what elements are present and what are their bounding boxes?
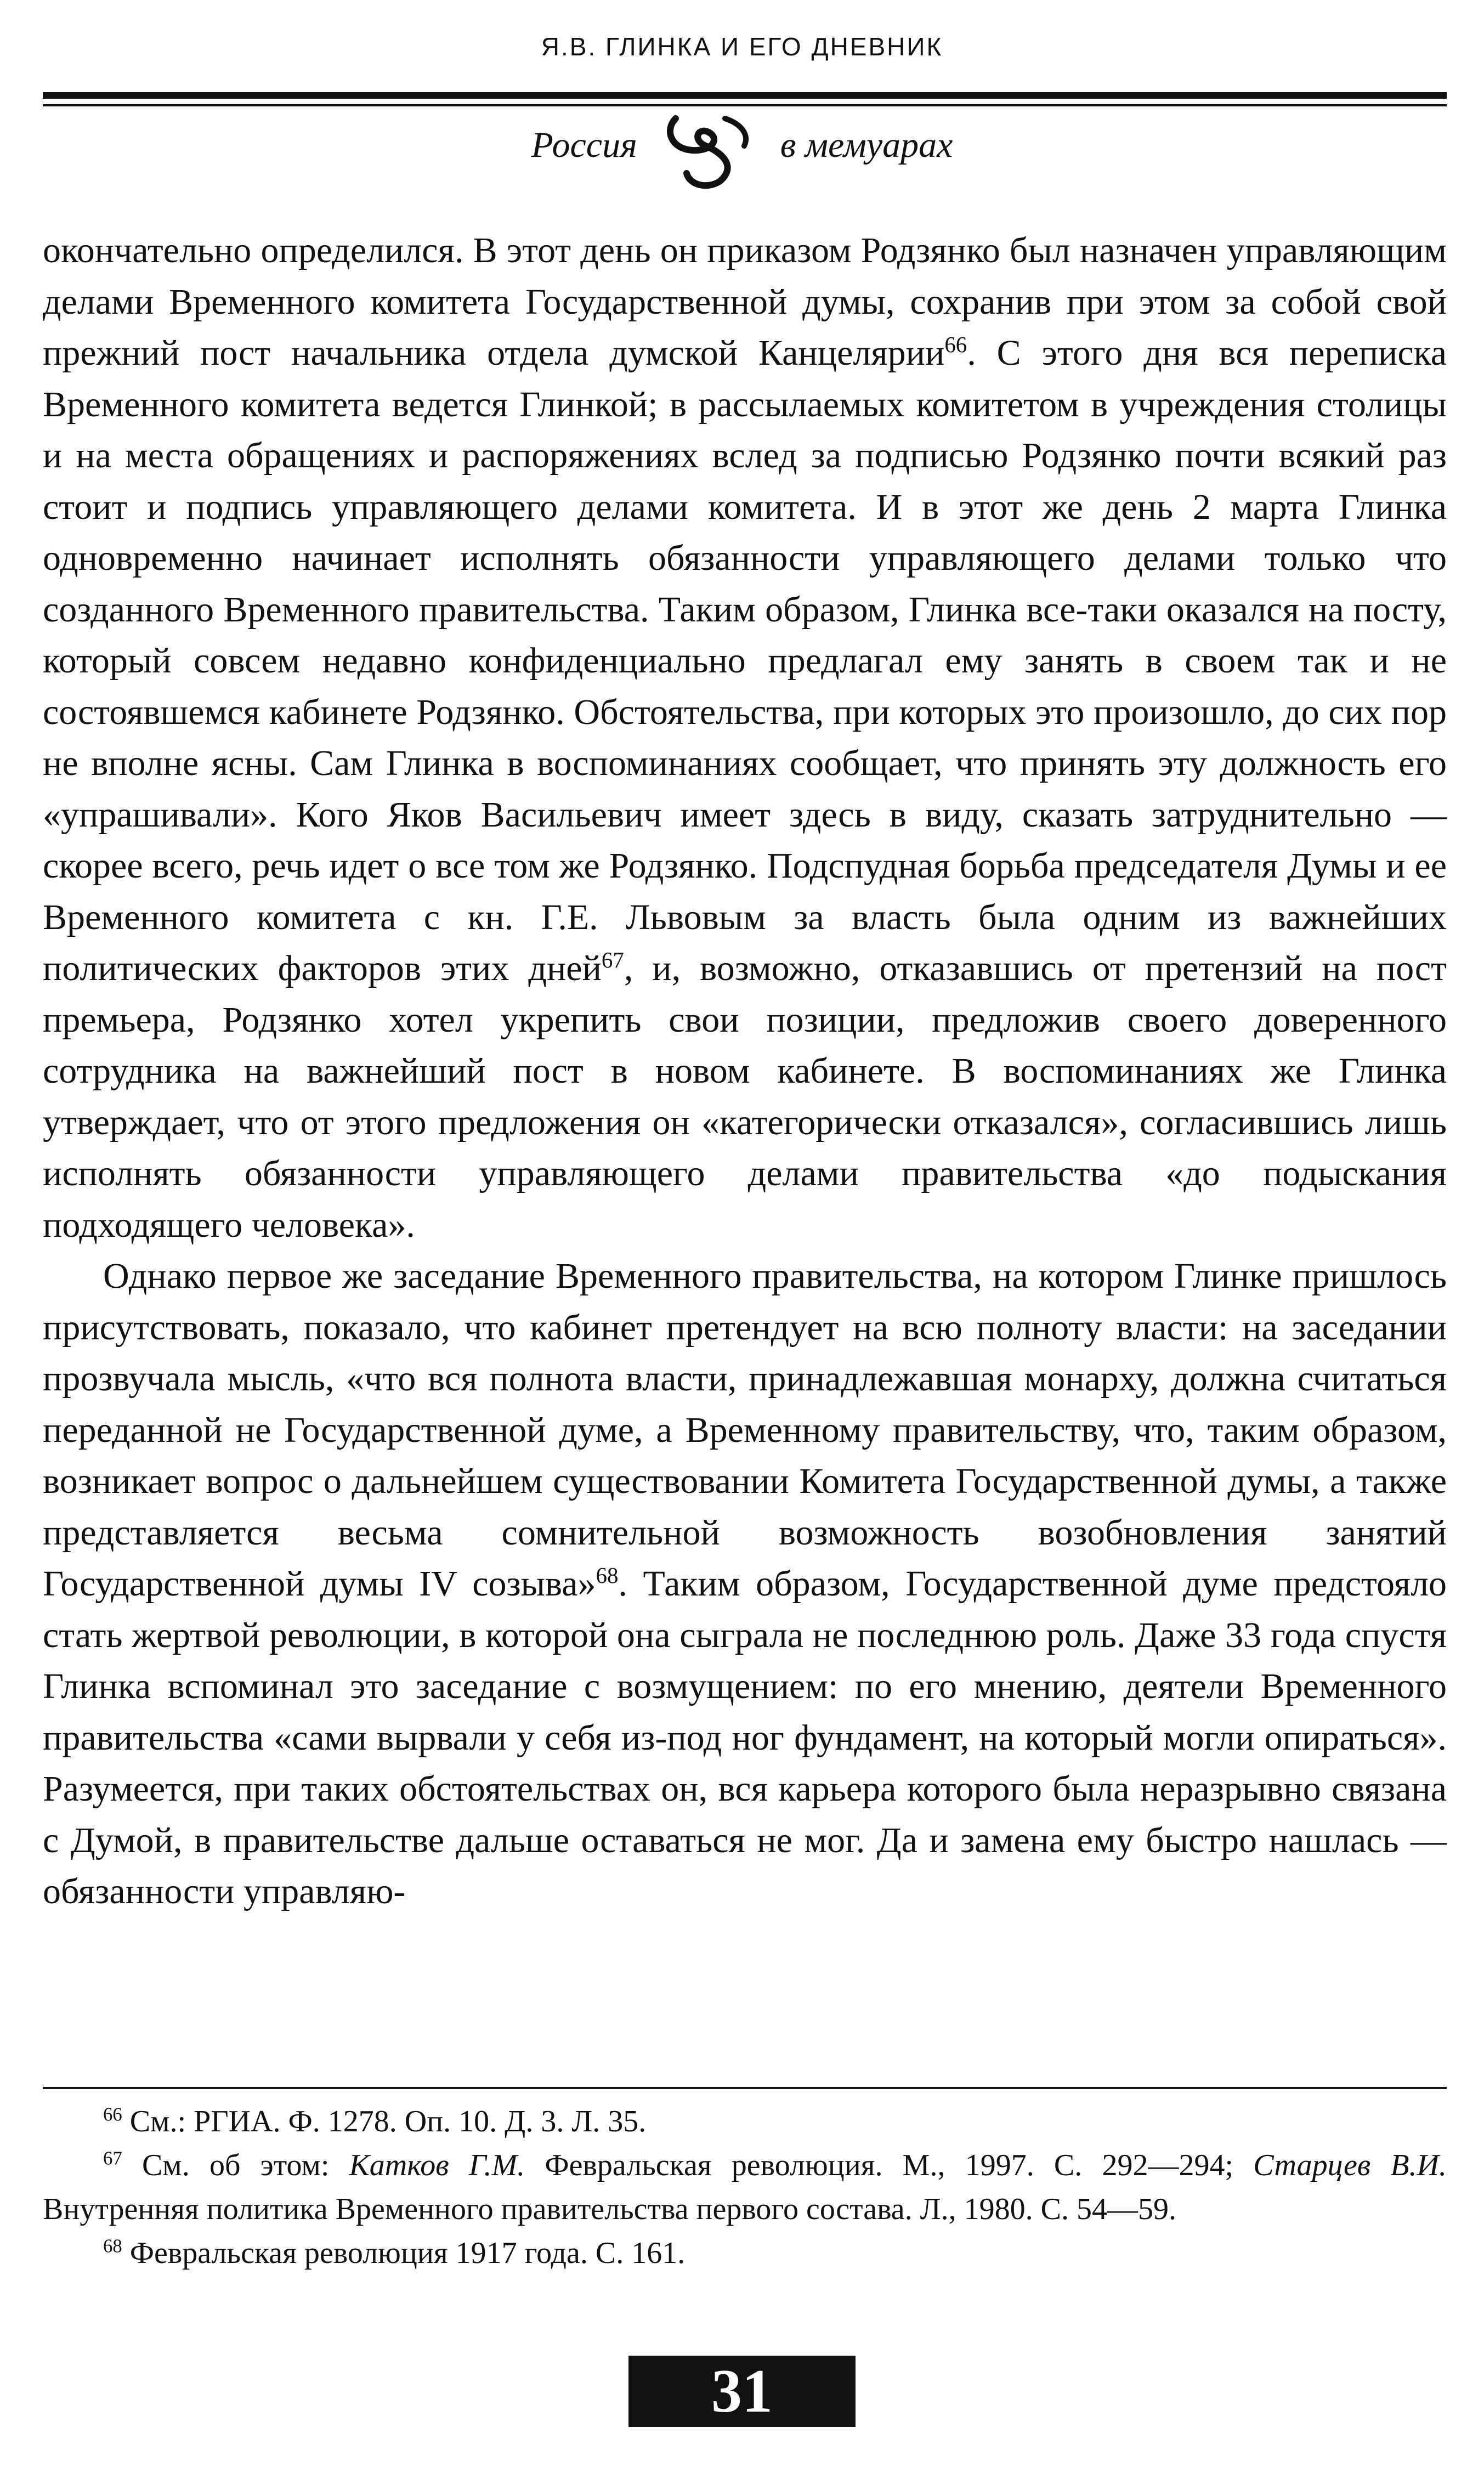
footnote-ref-67: 67 [601,948,624,972]
footnote-rule [43,2087,1447,2089]
body-text [43,225,1447,1917]
footnote-67-number: 67 [103,2147,122,2169]
footnote-67-mid: Февральская революция. М., 1997. С. 292—294; [525,2148,1254,2182]
header-rule-thick [43,92,1447,99]
footnote-ref-66: 66 [944,332,967,357]
series-left-text: Россия [531,125,637,166]
footnote-66-text: См.: РГИА. Ф. 1278. Оп. 10. Д. 3. Л. 35. [122,2104,647,2138]
footnote-66 [43,2100,1447,2143]
footnote-67-author-2: Старцев В.И. [1253,2148,1447,2182]
running-head-title: Я.В. ГЛИНКА И ЕГО ДНЕВНИК [541,32,943,61]
footnote-66-number: 66 [103,2103,122,2125]
footnote-67 [43,2143,1447,2231]
footnote-67-author-1: Катков Г.М. [349,2148,525,2182]
series-right-text: в мемуарах [780,125,953,166]
p2-text-a: Однако первое же заседание Временного правительства, на котором Глинке пришлось присутствовать, показало, что кабинет претендует на всю полноту власти: на заседании прозвучала мысль, «что вся полнота власти, принадлежавшая монарху, должна считаться переданной не Государственной думе, а Временному правительству, что, таким образом, возникает вопрос о дальнейшем существовании Комитета Государственной думы, а также представляется весьма сомнительной возможность возобновления занятий Государственной думы IV созыва» [43,1256,1447,1604]
p1-text-a: окончательно определился. В этот день он приказом Родзянко был назначен управляющим делами Временного комитета Государственной думы, сохранив при этом за собой свой прежний пост начальника отдела думской Канцелярии [43,230,1447,373]
p2-text-b: . Таким образом, Государственной думе предстояло стать жертвой революции, в которой она сыграла не последнюю роль. Даже 33 года спустя Глинка вспоминал это заседание с возмущением: по его мнению, деятели Временного правительства «сами вырвали у себя из-под ног фундамент, на который могли опираться». Разумеется, при таких обстоятельствах он, вся карьера которого была неразрывно связана с Думой, в правительстве дальше оставаться не мог. Да и замена ему быстро нашлась — обязанности управляю- [43,1564,1447,1911]
series-monogram-icon [654,107,763,190]
footnote-68 [43,2231,1447,2275]
footnote-67-pre: См. об этом: [122,2148,349,2182]
header-rule-thin [43,104,1447,106]
footnote-68-number: 68 [103,2235,122,2257]
paragraph-2 [43,1251,1447,1917]
footnote-67-post: Внутренняя политика Временного правительства первого состава. Л., 1980. С. 54—59. [43,2192,1176,2226]
p1-text-b: . С этого дня вся переписка Временного комитета ведется Глинкой; в рассылаемых комитетом в учреждения столицы и на места обращениях и распоряжениях вслед за подписью Родзянко почти всякий раз стоит и подпись управляющего делами комитета. И в этот же день 2 марта Глинка одновременно начинает исполнять обязанности управляющего делами только что созданного Временного правительства. Таким образом, Глинка все-таки оказался на посту, который совсем недавно конфиденциально предлагал ему занять в своем так и не состоявшемся кабинете Родзянко. Обстоятельства, при которых это произошло, до сих пор не вполне ясны. Сам Глинка в воспоминаниях сообщает, что принять эту должность его «упрашивали». Кого Яков Васильевич имеет здесь в виду, сказать затруднительно — скорее всего, речь идет о все том же Родзянко. Подспудная борьба председателя Думы и ее Временного комитета с кн. Г.Е. Львовым за власть была одним из важнейших политических факторов этих дней [43,333,1447,988]
paragraph-1 [43,225,1447,1251]
footnote-68-text: Февральская революция 1917 года. С. 161. [122,2236,686,2270]
footnotes [43,2100,1447,2275]
page-number: 31 [628,2356,856,2427]
p1-text-c: , и, возможно, отказавшись от претензий на пост премьера, Родзянко хотел укрепить свои позиции, предложив своего доверенного сотрудника на важнейший пост в новом кабинете. В воспоминаниях же Глинка утверждает, что от этого предложения он «категорически отказался», согласившись лишь исполнять обязанности управляющего делами правительства «до подыскания подходящего человека». [43,948,1447,1245]
footnote-ref-68: 68 [596,1563,619,1588]
series-mark [0,107,1484,190]
